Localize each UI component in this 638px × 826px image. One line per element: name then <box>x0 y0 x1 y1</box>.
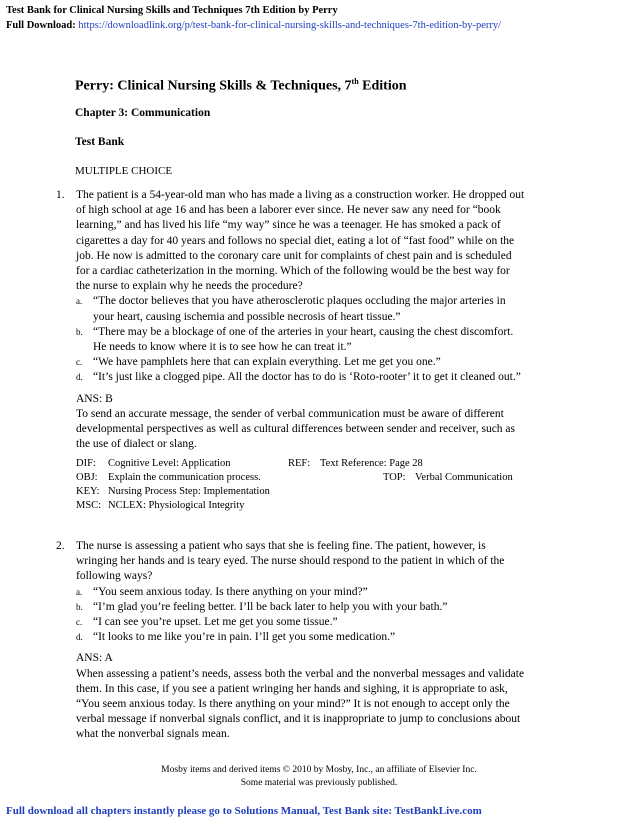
option-letter: c. <box>76 617 83 628</box>
question-stem: The patient is a 54-year-old man who has made a living as a construction worker. He dropped out of high school at age 16 and has been a laborer ever since. He never saw any need for “book learning,” and has lived his life “my way” since he was a teenager. He has smoked a pack of cigarettes a day for 40 years and follows no special diet, eating a lot of “fast food” while on the job. He now is admitted to the coronary care unit for complaints of chest pain and is scheduled for a cardiac catheterization in the morning. Which of the following would be the best way for the nurse to explain why he needs the procedure? <box>76 189 525 293</box>
answer-key: ANS: A <box>76 652 113 665</box>
copyright-footer <box>0 764 638 790</box>
meta-key: OBJ: <box>76 472 98 484</box>
download-link[interactable]: https://downloadlink.org/p/test-bank-for-clinical-nursing-skills-and-techniques-7th-edition-by-perry/ <box>78 20 502 31</box>
question-2 <box>56 539 526 743</box>
title-main: Perry: Clinical Nursing Skills & Techniques, 7 <box>75 78 352 94</box>
option-letter: b. <box>76 601 83 612</box>
answer-option <box>76 294 526 324</box>
answer-option <box>76 615 526 630</box>
option-letter: d. <box>76 372 83 383</box>
option-text: “You seem anxious today. Is there anything on your mind?” <box>93 585 368 598</box>
title-superscript: th <box>351 77 359 86</box>
header-download-line <box>6 18 501 33</box>
answer-option <box>76 355 526 370</box>
answer-option <box>76 585 526 600</box>
option-letter: a. <box>76 586 83 597</box>
chapter-heading: Chapter 3: Communication <box>75 107 211 119</box>
rationale: When assessing a patient’s needs, assess both the verbal and the nonverbal messages and validate them. In this case, if you see a patient wringing her hands and sighing, it is appropriate to ask, “You seem anxious today. Is there anything on your mind?” It is not enough to accept only the verbal message if nonverbal signals conflict, and it is inappropriate to jump to conclusions about what the nonverbal signals mean. <box>76 667 525 741</box>
meta-key: KEY: <box>76 486 100 498</box>
option-text: “It looks to me like you’re in pain. I’ll get you some medication.” <box>93 631 396 644</box>
document-title <box>75 77 407 95</box>
header-download-prefix: Full Download: <box>6 20 79 31</box>
rationale: To send an accurate message, the sender of verbal communication must be aware of different developmental perspectives as well as cultural differences between sender and receiver, such as the use of dialect or slang. <box>76 407 516 451</box>
meta-key: DIF: <box>76 458 96 470</box>
title-end: Edition <box>358 78 407 94</box>
option-letter: b. <box>76 326 83 337</box>
question-number: 2. <box>56 540 65 552</box>
copyright-note: Some material was previously published. <box>240 778 398 788</box>
meta-value: Verbal Communication <box>415 472 513 484</box>
answer-option <box>76 630 526 645</box>
meta-key: REF: <box>288 458 311 470</box>
meta-key: MSC: <box>76 500 102 512</box>
answer-option <box>76 600 526 615</box>
question-number: 1. <box>56 189 65 201</box>
testbank-heading: Test Bank <box>75 136 125 148</box>
answer-option <box>76 370 526 385</box>
option-text: “I can see you’re upset. Let me get you some tissue.” <box>93 616 338 629</box>
option-text: “I’m glad you’re feeling better. I’ll be back later to help you with your bath.” <box>93 600 448 613</box>
answer-key: ANS: B <box>76 392 113 405</box>
header-title: Test Bank for Clinical Nursing Skills and Techniques 7th Edition by Perry <box>6 5 338 16</box>
meta-value: Cognitive Level: Application <box>108 458 231 470</box>
option-text: “There may be a blockage of one of the arteries in your heart, causing the chest discomfort. He needs to know where it is to see how he can treat it.” <box>93 325 514 354</box>
meta-value: Text Reference: Page 28 <box>320 458 423 470</box>
meta-value: Nursing Process Step: Implementation <box>108 486 270 498</box>
question-1 <box>56 188 526 513</box>
option-letter: a. <box>76 296 83 307</box>
question-stem: The nurse is assessing a patient who says that she is feeling fine. The patient, however, is wringing her hands and is teary eyed. The nurse should respond to the patient in which of the following ways? <box>76 540 505 583</box>
question-metadata <box>76 457 526 513</box>
meta-value: NCLEX: Physiological Integrity <box>108 500 245 512</box>
option-text: “It’s just like a clogged pipe. All the doctor has to do is ‘Roto-rooter’ it to get it cleaned out.” <box>93 371 521 384</box>
option-letter: d. <box>76 632 83 643</box>
answer-option <box>76 325 526 355</box>
option-text: “The doctor believes that you have atherosclerotic plaques occluding the major arteries in your heart, causing ischemia and possible necrosis of heart tissue.” <box>93 295 506 323</box>
download-header <box>6 3 501 33</box>
option-text: “We have pamphlets here that can explain everything. Let me get you one.” <box>93 356 441 369</box>
option-letter: c. <box>76 357 83 368</box>
copyright-line: Mosby items and derived items © 2010 by Mosby, Inc., an affiliate of Elsevier Inc. <box>161 765 477 775</box>
download-promo-link[interactable]: Full download all chapters instantly please go to Solutions Manual, Test Bank site: TestBankLive.com <box>6 805 482 817</box>
meta-key: TOP: <box>383 472 406 484</box>
meta-value: Explain the communication process. <box>108 472 261 484</box>
section-heading: MULTIPLE CHOICE <box>75 165 173 177</box>
